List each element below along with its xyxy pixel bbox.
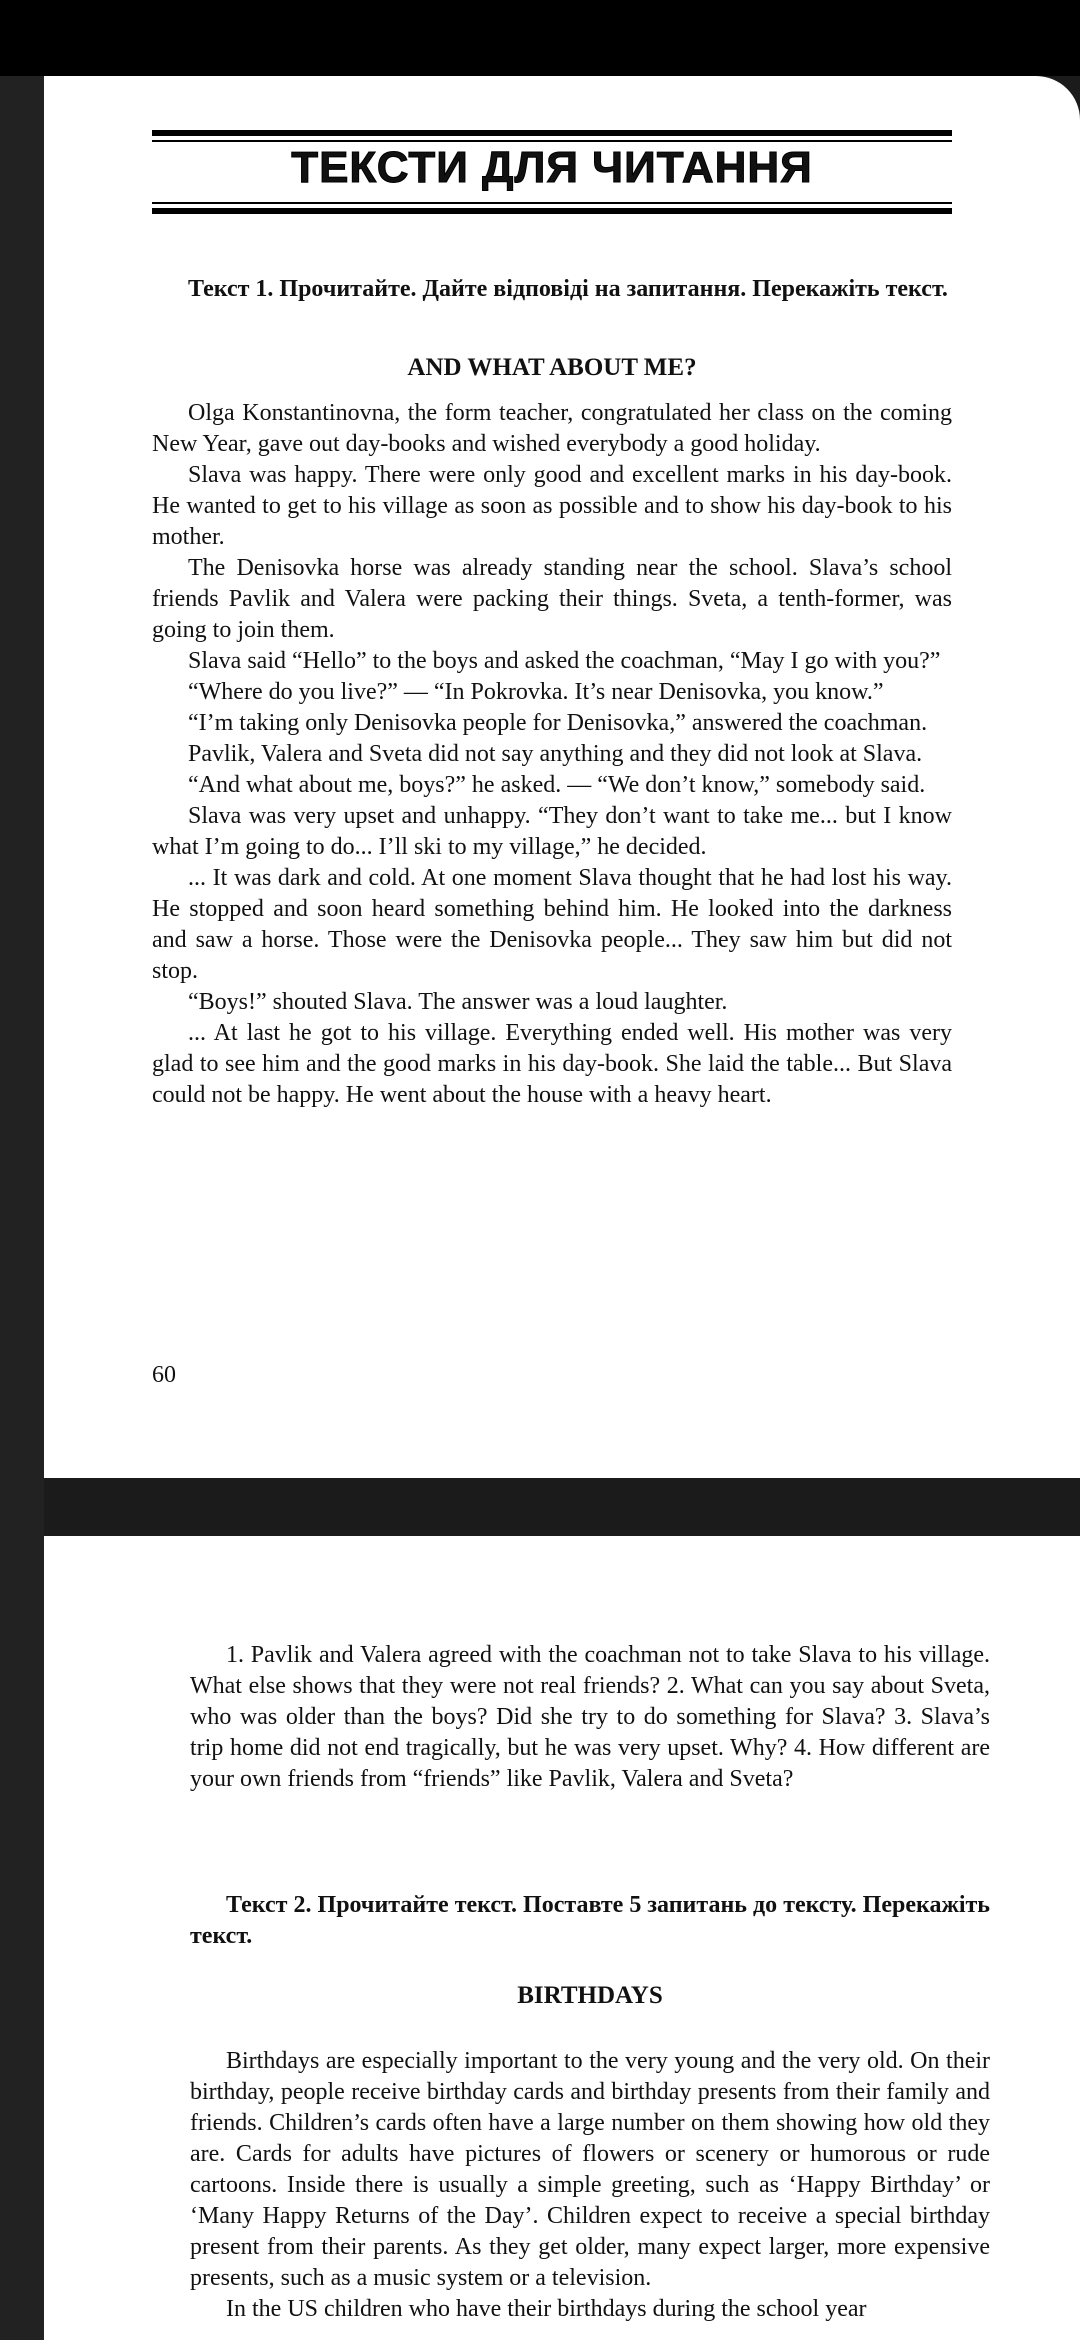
paragraph: Pavlik, Valera and Sveta did not say anything and they did not look at Slava. <box>188 741 923 767</box>
left-dark-strip <box>0 76 44 2340</box>
paragraph: “Where do you live?” — “In Pokrovka. It’s near Denisovka, you know.” <box>188 679 884 705</box>
paragraph: In the US children who have their birthdays during the school year <box>226 2296 867 2322</box>
story-title-2: BIRTHDAYS <box>517 1982 663 2009</box>
questions-block <box>190 1640 990 1795</box>
story-body <box>152 398 952 1111</box>
section-title: ТЕКСТИ ДЛЯ ЧИТАННЯ <box>291 143 813 192</box>
story-body-2 <box>190 2046 990 2325</box>
top-black-band <box>0 0 1080 76</box>
book-page-60[interactable] <box>44 76 1080 1478</box>
story-title: AND WHAT ABOUT ME? <box>407 354 697 381</box>
paragraph: Slava was happy. There were only good and excellent marks in his day-book. He wanted to get to his village as soon as possible and to show his day-book to his mother. <box>152 462 952 550</box>
paragraph: “And what about me, boys?” he asked. — “We don’t know,” somebody said. <box>188 772 926 798</box>
paragraph: “Boys!” shouted Slava. The answer was a loud laughter. <box>188 989 728 1015</box>
text1-instruction: Текст 1. Прочитайте. Дайте відповіді на запитання. Перекажіть текст. <box>188 276 948 302</box>
text2-instruction: Текст 2. Прочитайте текст. Поставте 5 запитань до тексту. Перекажіть текст. <box>190 1892 990 1949</box>
paragraph: ... It was dark and cold. At one moment Slava thought that he had lost his way. He stopped and soon heard something behind him. He looked into the darkness and saw a horse. Those were the Denisovka people... They saw him but did not stop. <box>152 865 952 984</box>
paragraph: Olga Konstantinovna, the form teacher, congratulated her class on the coming New Year, gave out day-books and wished everybody a good holiday. <box>152 400 952 457</box>
page-number: 60 <box>152 1362 176 1388</box>
paragraph: Birthdays are especially important to the very young and the very old. On their birthday, people receive birthday cards and birthday presents from their family and friends. Children’s cards often have a large number on them showing how old they are. Cards for adults have pictures of flowers or scenery or humorous or rude cartoons. Inside there is usually a simple greeting, such as ‘Happy Birthday’ or ‘Many Happy Returns of the Day’. Children expect to receive a special birthday present from their parents. As they get older, many expect larger, more expensive presents, such as a music system or a television. <box>190 2048 990 2291</box>
paragraph: “I’m taking only Denisovka people for Denisovka,” answered the coachman. <box>188 710 928 736</box>
paragraph: ... At last he got to his village. Everything ended well. His mother was very glad to see him and the good marks in his day-book. She laid the table... But Slava could not be happy. He went about the house with a heavy heart. <box>152 1020 952 1108</box>
paragraph: The Denisovka horse was already standing near the school. Slava’s school friends Pavlik and Valera were packing their things. Sveta, a tenth-former, was going to join them. <box>152 555 952 643</box>
book-page-61[interactable] <box>44 1536 1080 2340</box>
header-rule-bottom <box>152 202 952 214</box>
paragraph: Slava said “Hello” to the boys and asked the coachman, “May I go with you?” <box>188 648 941 674</box>
header-rule-top <box>152 130 952 142</box>
paragraph: Slava was very upset and unhappy. “They don’t want to take me... but I know what I’m going to do... I’ll ski to my village,” he decided. <box>152 803 952 860</box>
questions-text: 1. Pavlik and Valera agreed with the coachman not to take Slava to his village. What else shows that they were not real friends? 2. What can you say about Sveta, who was older than the boys? Did she try to do something for Slava? 3. Slava’s trip home did not end tragically, but he was very upset. Why? 4. How different are your own friends from “friends” like Pavlik, Valera and Sveta? <box>190 1642 990 1792</box>
